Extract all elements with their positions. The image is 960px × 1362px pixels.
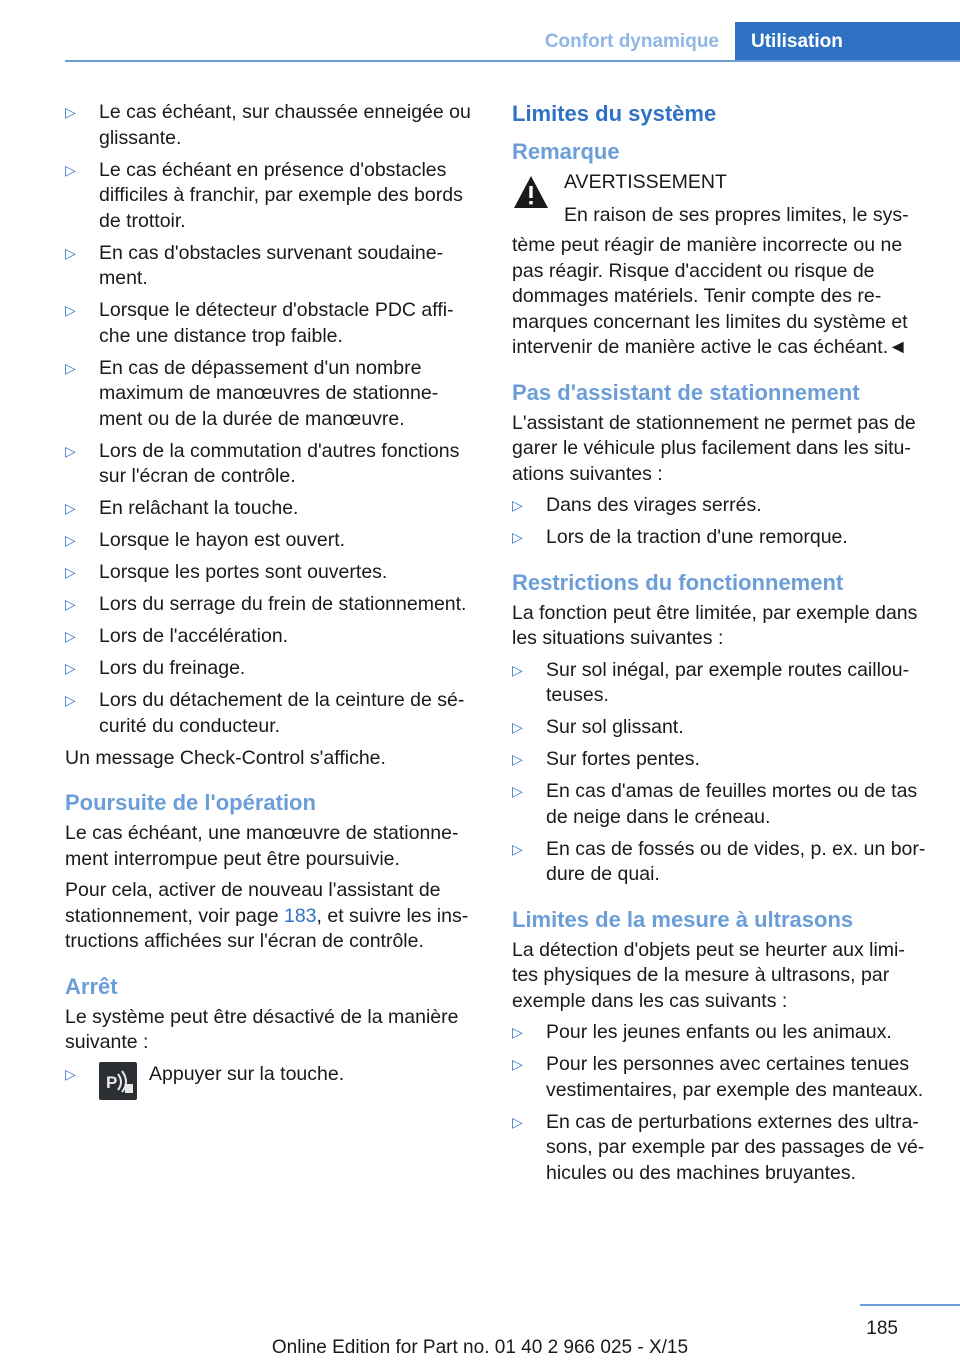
- warning-label: AVERTISSEMENT: [564, 171, 727, 193]
- pour-cela-text: Pour cela, activer de nouveau l'assistant de stationnement, voir page 183, et suivre les ins‐tructions affichées sur l'écran de contrôle.: [65, 879, 469, 952]
- list-item: ▷ Sur fortes pentes.: [512, 747, 930, 773]
- list-item: ▷ P Appuyer sur la touche.: [65, 1062, 477, 1100]
- right-column: [512, 100, 930, 1193]
- list-item: ▷ Lors du freinage.: [65, 656, 477, 682]
- restrictions-heading: Restrictions du fonctionnement: [512, 569, 844, 595]
- remarque-heading: Remarque: [512, 139, 620, 164]
- bullet-icon: ▷: [65, 660, 76, 676]
- list-item: ▷ En cas de perturbations externes des ultra‐sons, par exemple par des passages de vé‐hicules ou des machines bruyantes.: [512, 1110, 925, 1184]
- pas-assistant-list: [512, 493, 930, 551]
- bullet-icon: ▷: [512, 1113, 523, 1130]
- bullet-icon: ▷: [512, 783, 523, 799]
- left-column: [65, 100, 477, 1106]
- ultrasons-text: La détection d'objets peut se heurter aux limi‐tes physiques de la mesure à ultrasons, par exemple dans les cas suivants :: [512, 938, 905, 1012]
- bullet-icon: ▷: [65, 359, 76, 376]
- list-item: ▷ En cas de fossés ou de vides, p. ex. un bor‐dure de quai.: [512, 837, 926, 885]
- bullet-icon: ▷: [65, 104, 76, 120]
- ultrasons-heading: Limites de la mesure à ultrasons: [512, 906, 854, 932]
- footer-rule: [860, 1304, 960, 1306]
- bullet-icon: ▷: [512, 1024, 523, 1040]
- list-item: ▷ Lors du détachement de la ceinture de sé‐curité du conducteur.: [65, 689, 465, 737]
- bullet-icon: ▷: [65, 302, 76, 318]
- list-item: ▷ Lorsque le détecteur d'obstacle PDC affi‐che une distance trop faible.: [65, 299, 454, 347]
- list-item: ▷ Lors de la commutation d'autres fonctions sur l'écran de contrôle.: [65, 439, 460, 487]
- bullet-icon: ▷: [65, 692, 76, 708]
- warning-text: tème peut réagir de manière incorrecte ou ne pas réagir. Risque d'accident ou risque de dommages matériels. Tenir compte des re‐marques concernant les limites du système et intervenir de manière active le cas échéant.◄: [512, 234, 908, 358]
- bullet-icon: ▷: [512, 497, 523, 513]
- page-number: 185: [866, 1318, 898, 1339]
- poursuite-text: Le cas échéant, une manœuvre de stationne‐ment interrompue peut être poursuivie.: [65, 822, 459, 870]
- list-item: ▷ En cas de dépassement d'un nombre maximum de manœuvres de stationne‐ment ou de la durée de manœuvre.: [65, 356, 439, 430]
- bullet-icon: ▷: [512, 661, 523, 678]
- bullet-icon: ▷: [65, 532, 76, 548]
- restrictions-list: [512, 658, 930, 888]
- list-item: ▷ Lors de l'accélération.: [65, 624, 477, 650]
- poursuite-heading: Poursuite de l'opération: [65, 790, 316, 815]
- pas-assistant-text: L'assistant de stationnement ne permet pas de garer le véhicule plus facilement dans les situ‐ations suivantes :: [512, 411, 916, 485]
- arret-text: Le système peut être désactivé de la manière suivante :: [65, 1005, 459, 1053]
- list-item: ▷ En cas d'obstacles survenant soudaine‐ment.: [65, 241, 444, 289]
- list-item: ▷ Lors de la traction d'une remorque.: [512, 525, 930, 551]
- arret-heading: Arrêt: [65, 973, 118, 999]
- header-rule: [65, 60, 960, 62]
- list-item: ▷ Pour les jeunes enfants ou les animaux.: [512, 1020, 930, 1046]
- bullet-icon: ▷: [65, 161, 76, 178]
- bullet-icon: ▷: [512, 751, 523, 767]
- bullet-icon: ▷: [65, 564, 76, 580]
- list-item: ▷ Pour les personnes avec certaines tenues vestimentaires, par exemple des manteaux.: [512, 1053, 924, 1101]
- header-section-title: Confort dynamique: [544, 31, 719, 52]
- list-item: ▷ Dans des virages serrés.: [512, 493, 930, 519]
- list-item: ▷ Le cas échéant en présence d'obstacles difficiles à franchir, par exemple des bords de trottoir.: [65, 158, 463, 232]
- ultrasons-list: [512, 1020, 930, 1186]
- page-header: [65, 22, 960, 62]
- cancel-conditions-list: [65, 100, 477, 739]
- list-item: ▷ En relâchant la touche.: [65, 496, 477, 522]
- bullet-icon: ▷: [65, 442, 76, 459]
- bullet-icon: ▷: [512, 840, 523, 857]
- warning-block: [512, 170, 930, 228]
- pas-assistant-heading: Pas d'assistant de stationnement: [512, 379, 860, 405]
- bullet-icon: ▷: [65, 244, 76, 261]
- bullet-icon: ▷: [512, 529, 523, 545]
- warning-triangle-icon: [512, 174, 550, 218]
- park-assist-button-icon: [99, 1062, 137, 1100]
- header-chapter-tab: Utilisation: [735, 22, 960, 62]
- warning-first-line: En raison de ses propres limites, le sys‐: [564, 203, 909, 226]
- bullet-icon: ▷: [512, 1056, 523, 1072]
- list-item: ▷ Le cas échéant, sur chaussée enneigée ou glissante.: [65, 101, 471, 149]
- list-item: ▷ Lors du serrage du frein de stationnement.: [65, 592, 477, 618]
- edition-footer: Online Edition for Part no. 01 40 2 966 025 - X/15: [271, 1337, 689, 1358]
- page-reference-link[interactable]: 183: [283, 904, 317, 927]
- bullet-icon: ▷: [512, 719, 523, 735]
- list-item: ▷ En cas d'amas de feuilles mortes ou de tas de neige dans le créneau.: [512, 780, 918, 828]
- list-item: ▷ Sur sol inégal, par exemple routes caillou‐teuses.: [512, 658, 910, 706]
- bullet-icon: ▷: [65, 628, 76, 644]
- bullet-icon: ▷: [65, 1065, 76, 1082]
- section-title: Limites du système: [512, 101, 717, 126]
- bullet-icon: ▷: [65, 596, 76, 612]
- list-item: ▷ Lorsque le hayon est ouvert.: [65, 528, 477, 554]
- svg-text:P: P: [106, 1072, 118, 1092]
- restrictions-text: La fonction peut être limitée, par exemple dans les situations suivantes :: [512, 601, 918, 649]
- bullet-icon: ▷: [65, 500, 76, 516]
- check-control-text: Un message Check-Control s'affiche.: [65, 746, 386, 769]
- list-item: ▷ Lorsque les portes sont ouvertes.: [65, 560, 477, 586]
- list-item: ▷ Sur sol glissant.: [512, 715, 930, 741]
- arret-list: [65, 1062, 477, 1100]
